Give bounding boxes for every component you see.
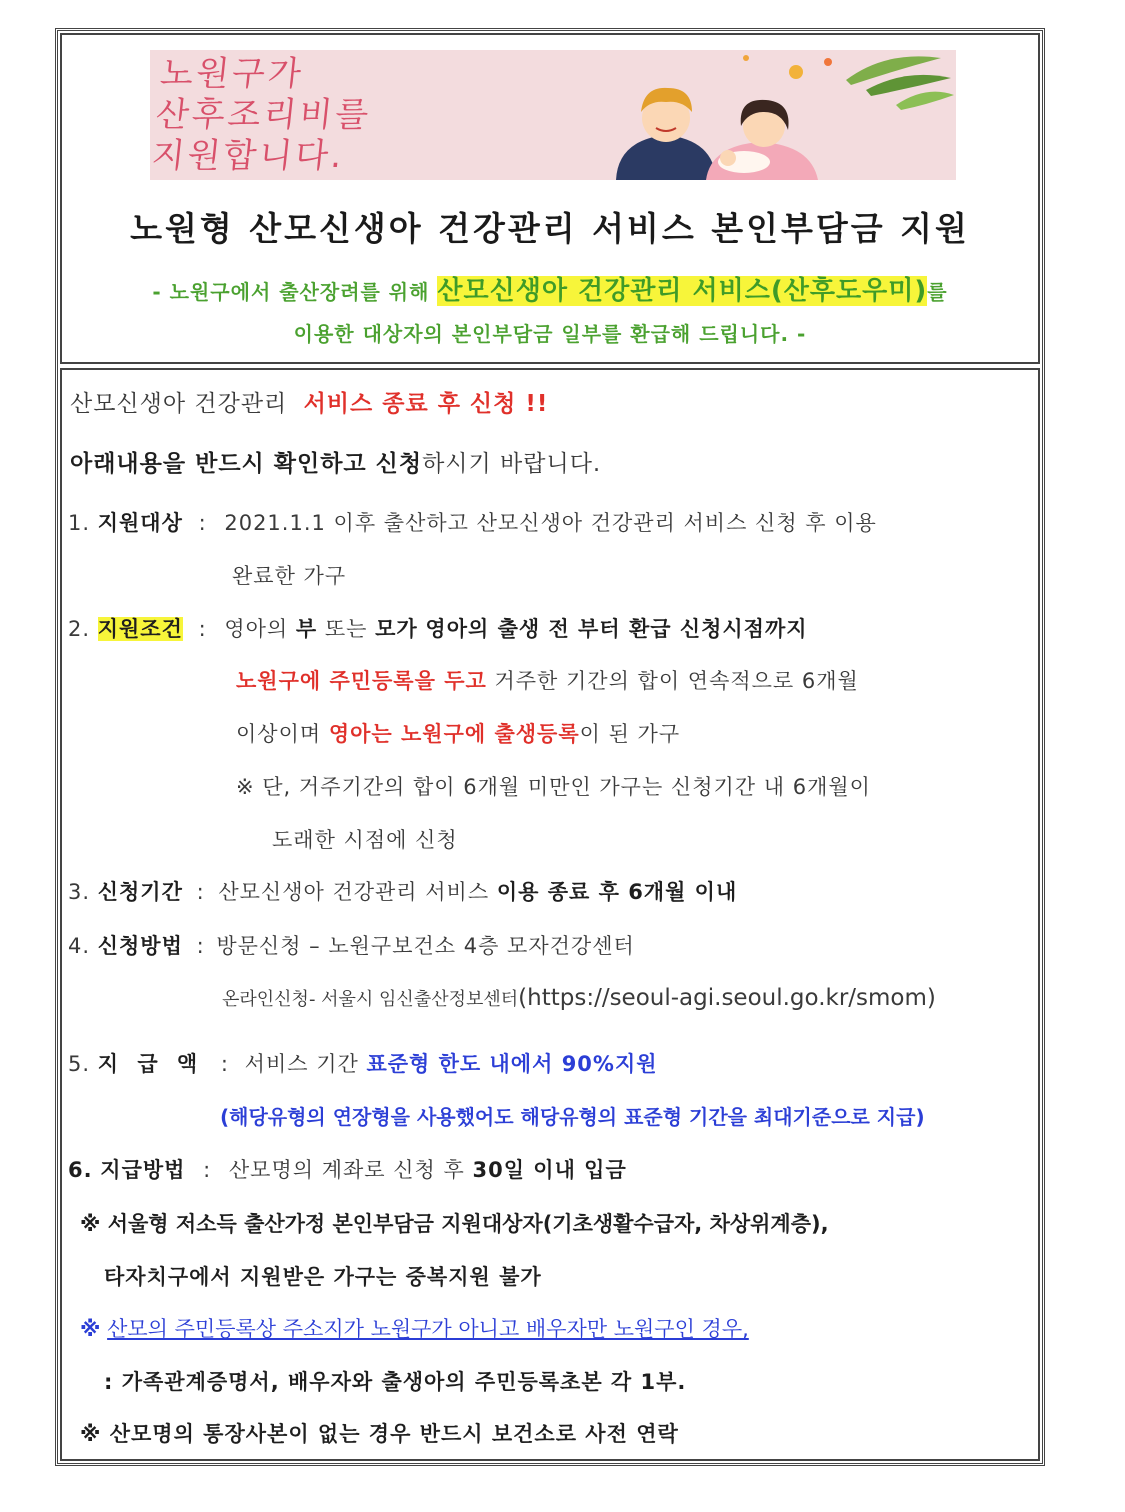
online-label: 온라인신청- 서울시 임신출산정보센터 <box>222 989 519 1010</box>
item-text: 이 된 가구 <box>579 722 681 746</box>
item-5 <box>68 1048 658 1078</box>
item-label: 신청기간 <box>97 880 183 904</box>
item-number: 3. <box>68 880 91 904</box>
item-separator: : <box>196 934 205 958</box>
item-text: 거주한 기간의 합이 연속적으로 6개월 <box>494 669 859 693</box>
notice-red: 서비스 종료 후 신청 !! <box>303 391 549 417</box>
item-text: 서비스 기간 <box>244 1052 359 1076</box>
item-2-note-1: ※ 단, 거주기간의 합이 6개월 미만인 가구는 신청기간 내 6개월이 <box>236 775 871 799</box>
item-4 <box>68 930 635 960</box>
remark-mark: ※ <box>80 1317 101 1341</box>
item-2 <box>68 613 808 643</box>
item-1-line-2: 완료한 가구 <box>232 564 347 588</box>
item-2-line-3 <box>236 718 680 748</box>
item-separator: : <box>220 1052 229 1076</box>
item-5-note: (해당유형의 연장형을 사용했어도 해당유형의 표준형 기간을 최대기준으로 지급) <box>220 1105 925 1129</box>
item-6 <box>68 1154 627 1184</box>
item-number: 1. <box>68 511 91 535</box>
subtitle-highlight: 산모신생아 건강관리 서비스(산후도우미) <box>437 276 928 306</box>
item-text: 영아의 <box>224 617 289 641</box>
item-separator: : <box>198 617 207 641</box>
item-text: 또는 <box>324 617 368 641</box>
item-number: 6. <box>68 1158 93 1182</box>
header-subtitle-line-2: 이용한 대상자의 본인부담금 일부를 환급해 드립니다. - <box>293 322 807 346</box>
item-2-note-2: 도래한 시점에 신청 <box>272 828 458 852</box>
item-text-bold: 이용 종료 후 6개월 이내 <box>496 880 738 904</box>
banner-line-2: 산후조리비를 <box>153 95 374 135</box>
item-text-red: 영아는 노원구에 출생등록 <box>328 722 580 746</box>
item-number: 5. <box>68 1052 91 1076</box>
remark-1-line-2: 타자치구에서 지원받은 가구는 중복지원 불가 <box>104 1265 542 1289</box>
item-separator: : <box>198 511 207 535</box>
item-1 <box>68 507 877 537</box>
item-number: 2. <box>68 617 91 641</box>
page-title: 노원형 산모신생아 건강관리 서비스 본인부담금 지원 <box>130 209 970 248</box>
remark-2-line-2: : 가족관계증명서, 배우자와 출생아의 주민등록초본 각 1부. <box>104 1370 687 1394</box>
item-label: 신청방법 <box>97 934 183 958</box>
banner-text <box>150 54 378 177</box>
banner-line-1: 노원구가 <box>158 54 306 94</box>
item-4-online <box>222 985 936 1011</box>
item-text-bold: 30일 이내 입금 <box>472 1158 627 1182</box>
item-text-bold: 영아의 출생 전 부터 환급 신청시점까지 <box>425 617 808 641</box>
subtitle-suffix: 를 <box>927 280 948 304</box>
family-illustration <box>596 50 956 180</box>
remark-1-line-1: ※ 서울형 저소득 출산가정 본인부담금 지원대상자(기초생활수급자, 차상위계층), <box>80 1212 829 1236</box>
item-text-red: 노원구에 주민등록을 두고 <box>236 669 487 693</box>
item-text: 방문신청 – 노원구보건소 4층 모자건강센터 <box>216 934 635 958</box>
notice-line-1 <box>70 385 548 418</box>
notice-plain-2: 하시기 바랍니다. <box>422 451 602 477</box>
online-url: (https://seoul-agi.seoul.go.kr/smom) <box>518 985 936 1011</box>
promo-banner <box>150 50 956 180</box>
notice-bold: 아래내용을 반드시 확인하고 신청 <box>70 451 423 477</box>
item-text: 2021.1.1 이후 출산하고 산모신생아 건강관리 서비스 신청 후 이용 <box>224 511 877 535</box>
item-text-blue: 표준형 한도 내에서 90%지원 <box>366 1052 658 1076</box>
item-label: 지원대상 <box>97 511 183 535</box>
father-figure-icon <box>616 88 716 180</box>
banner-line-3: 지원합니다. <box>150 136 347 176</box>
item-2-line-2 <box>236 665 859 695</box>
notice-plain: 산모신생아 건강관리 <box>70 391 288 417</box>
header-subtitle-line-1 <box>62 270 1038 307</box>
item-text: 산모명의 계좌로 신청 후 <box>228 1158 465 1182</box>
item-text-bold: 모가 <box>375 617 418 641</box>
remark-2-underlined: 산모의 주민등록상 주소지가 노원구가 아니고 배우자만 노원구인 경우, <box>107 1317 749 1341</box>
remark-3: ※ 산모명의 통장사본이 없는 경우 반드시 보건소로 사전 연락 <box>80 1422 679 1446</box>
notice-line-2 <box>70 445 601 478</box>
remark-2-line-1 <box>80 1313 749 1343</box>
item-separator: : <box>203 1158 212 1182</box>
item-label: 지 급 액 <box>97 1052 204 1076</box>
mother-figure-icon <box>706 100 818 180</box>
item-separator: : <box>196 880 205 904</box>
subtitle-prefix: - 노원구에서 출산장려를 위해 <box>152 280 430 304</box>
item-label: 지급방법 <box>100 1158 186 1182</box>
item-text: 산모신생아 건강관리 서비스 <box>218 880 490 904</box>
item-text-bold: 부 <box>295 617 318 641</box>
item-3 <box>68 876 737 906</box>
item-number: 4. <box>68 934 91 958</box>
item-text: 이상이며 <box>236 722 322 746</box>
item-label: 지원조건 <box>97 617 183 641</box>
